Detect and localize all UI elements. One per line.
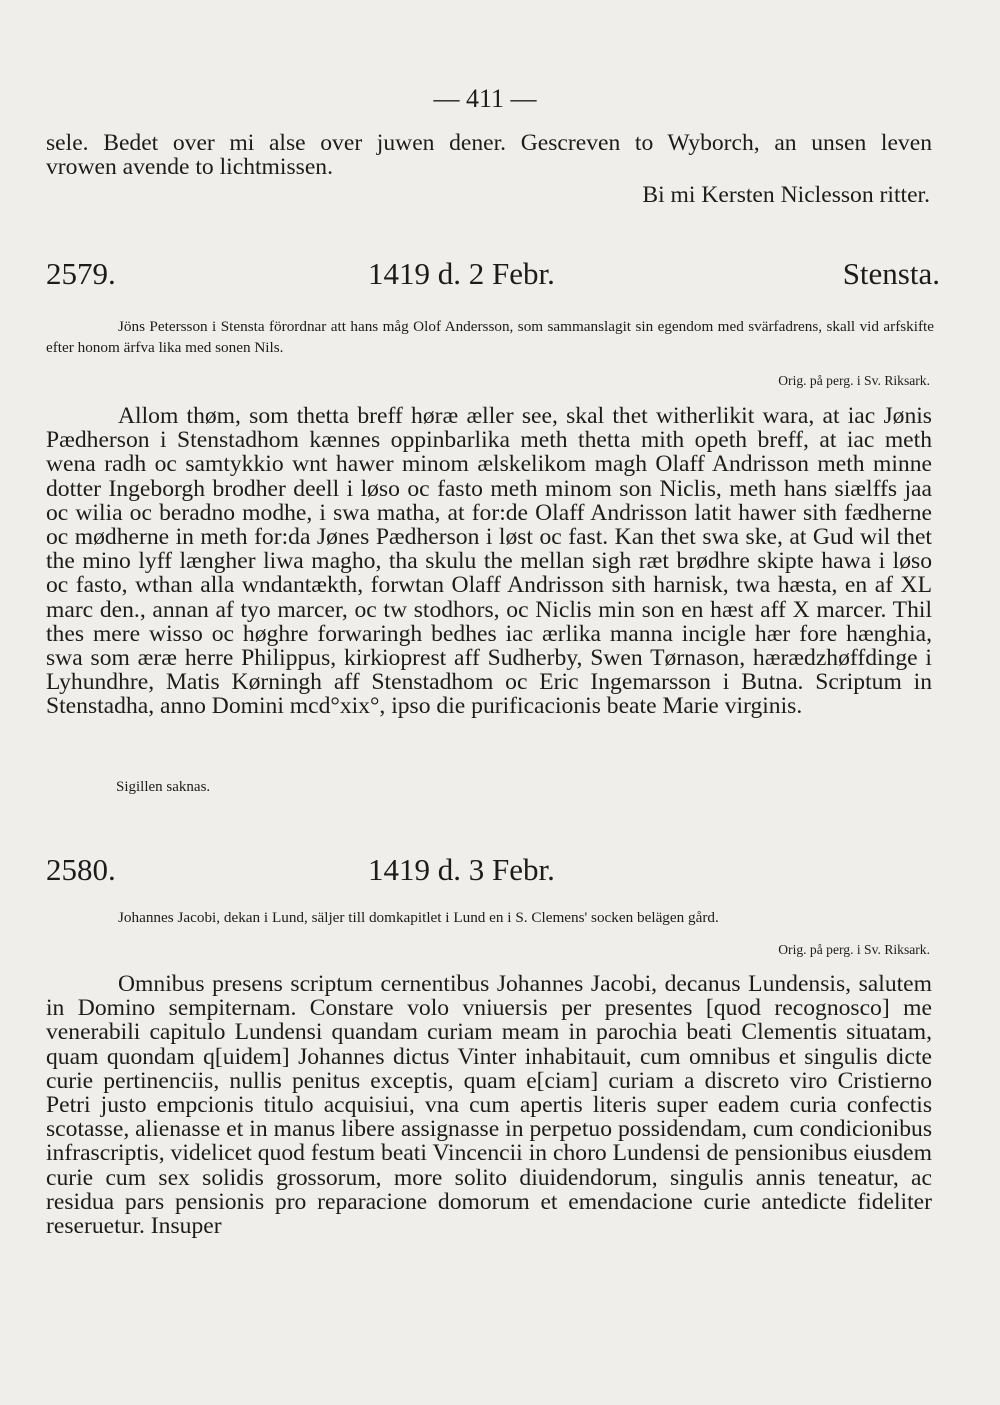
entry-text-paragraph: Omnibus presens scriptum cernentibus Johannes Jacobi, decanus Lundensis, salutem in Domino sempiternam. Constare volo vniuersis per presentes [quod recognosco] me venerabili capitulo Lundensi quandam curiam meam in parochia beati Clementis situatam, quam quondam q[uidem] Johannes dictus Vinter inhabitauit, cum omnibus et singulis dicte curie pertinenciis, nullis penitus exceptis, quam e[ciam] curiam a discreto viro Cristierno Petri justo empcionis titulo acquisiui, vna cum apertis literis super eadem curia confectis scotasse, alienasse et in manus libere assignasse in perpetuo possidendam, cum condicionibus infrascriptis, videlicet quod festum beati Vincencii in choro Lundensi de pensionibus eiusdem curie cum sex solidis grossorum, more solito diuidendorum, singulis annis teneatur, ac residua pars pensionis pro reparacione domorum et emendacione curie antedicte fideliter reseruetur. Insuper bbox=[46, 971, 932, 1240]
continuation-line: vrowen avende to lichtmissen. bbox=[46, 154, 333, 181]
entry-text bbox=[46, 404, 932, 719]
continuation-text bbox=[46, 131, 932, 179]
entry-source: Orig. på perg. i Sv. Riksark. bbox=[778, 373, 930, 388]
continuation-signature: Bi mi Kersten Niclesson ritter. bbox=[642, 182, 930, 208]
entry-place: Stensta. bbox=[842, 256, 940, 291]
entry-date: 1419 d. 2 Febr. bbox=[368, 256, 555, 291]
entry-summary bbox=[46, 907, 934, 928]
entry-summary-text: Jöns Petersson i Stensta förordnar att hans måg Olof Andersson, som sammanslagit sin egendom med svärfadrens, skall vid arfskifte efter honom ärfva lika med sonen Nils. bbox=[46, 318, 934, 356]
entry-text-paragraph: Allom thøm, som thetta breff høræ æller see, skal thet witherlikit wara, at iac Jønis Pædherson i Stenstadhom kænnes oppinbarlika meth thetta mith opeth breff, at iac meth wena radh oc samtykkio wnt hawer minom ælskelikom magh Olaff Andrisson meth minne dotter Ingeborgh brodher deell i løso oc fasto meth minom son Niclis, meth hans siælffs jaa oc wilia oc beradno modhe, i swa matha, at for:de Olaff Andrisson latit hawer sith fædherne oc mødherne in meth for:da Jønes Pædherson i løst oc fast. Kan thet swa ske, at Gud wil thet the mino lyff længher liwa magho, tha skulu the mellan sigh ræt brødhre skipte hawa i løso oc fasto, wthan alla wndantækth, forwtan Olaff Andrisson sith harnisk, twa hæsta, en af XL marc den., annan af tyo marcer, oc tw stodhors, oc Niclis min son en hæst aff X marcer. Thil thes mere wisso oc høghre forwaringh bedhes iac ærlika manna incigle hær fore hænghia, swa som æræ herre Philippus, kirkioprest aff Sudherby, Swen Tørnason, hærædzhøffdinge i Lyhundhre, Matis Kørningh aff Stenstadhom oc Eric Ingemarsson i Butna. Scriptum in Stenstadha, anno Domini mcd°xix°, ipso die purificacionis beate Marie virginis. bbox=[46, 403, 932, 720]
entry-source: Orig. på perg. i Sv. Riksark. bbox=[778, 942, 930, 957]
entry-note: Sigillen saknas. bbox=[116, 779, 211, 795]
entry-summary bbox=[46, 316, 934, 358]
entry-summary-text: Johannes Jacobi, dekan i Lund, säljer till domkapitlet i Lund en i S. Clemens' socken belägen gård. bbox=[118, 909, 719, 926]
entry-number: 2580. bbox=[46, 852, 116, 887]
entry-date: 1419 d. 3 Febr. bbox=[368, 852, 555, 887]
entry-number: 2579. bbox=[46, 256, 116, 291]
page-number: — 411 — bbox=[433, 84, 537, 113]
entry-text bbox=[46, 972, 932, 1238]
continuation-line: sele. Bedet over mi alse over juwen dener. Gescreven to Wyborch, an unsen leven bbox=[46, 130, 932, 156]
